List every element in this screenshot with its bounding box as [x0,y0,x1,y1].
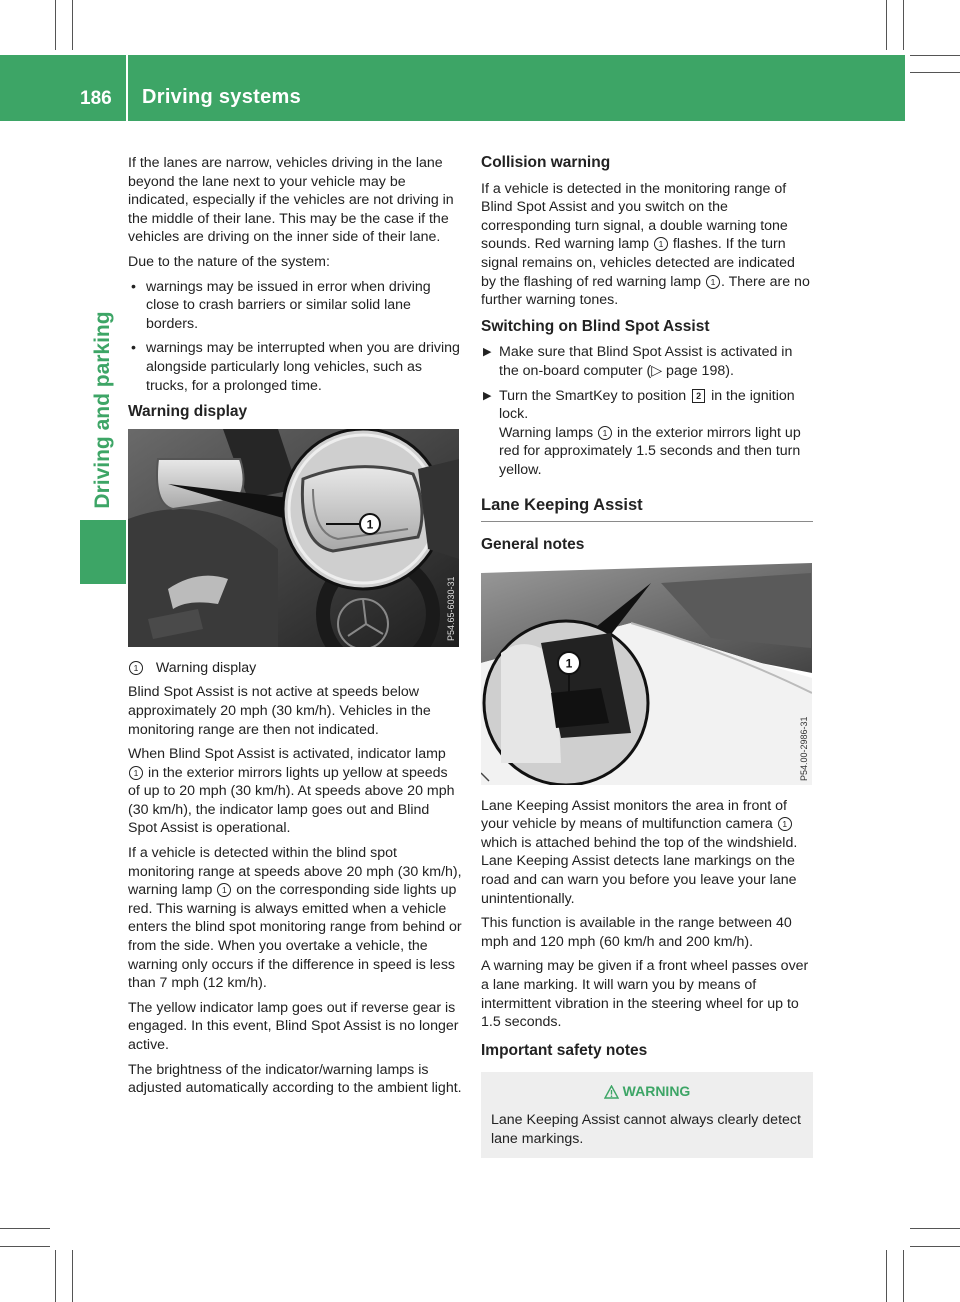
section-heading: Warning display [128,403,248,421]
paragraph: When Blind Spot Assist is activated, indicator lamp 1 in the exterior mirrors lights up yellow at speeds of up to 20 mph (30 km/h). At speeds above 20 mph (30 km/h), the indicator lamp goes out and Blind Spot Assist is operational. [128,746,455,837]
crop-mark [0,1246,50,1247]
paragraph: Lane Keeping Assist monitors the area in front of your vehicle by means of multifunction camera 1 which is attached behind the top of the windshield. Lane Keeping Assist detects lane markings on the road and can warn you before you leave your lane unintentionally. [481,797,798,907]
crop-mark [0,1228,50,1229]
section-tab [80,300,126,520]
figure-callout-1: 1 [565,656,573,671]
crop-mark [886,0,887,50]
callout-number: 1 [129,766,143,780]
section-heading: Switching on Blind Spot Assist [481,317,710,335]
page-number: 186 [80,88,112,109]
position-number: 2 [692,389,705,403]
page-title: Driving systems [142,86,302,108]
figure-caption [128,659,462,678]
list-item: • warnings may be interrupted when you are driving alongside particularly long vehicles, such as trucks, for a prolonged time. [131,340,460,394]
crop-mark [55,1250,56,1302]
figure-code: P54.00-2986-31 [799,716,809,781]
windshield-illustration [481,563,812,785]
warning-box [481,1072,813,1158]
left-column [128,154,462,1104]
caption-text: Warning display [155,659,257,676]
paragraph: If the lanes are narrow, vehicles driving in the lane beyond the lane next to your vehicle may be indicated, especially if the vehicles are not driving in the middle of their lane. This may be the case if the vehicles are driving on the inner side of their lane. [128,155,454,246]
paragraph: Blind Spot Assist is not active at speeds below approximately 20 mph (30 km/h). Vehicles in the monitoring range are then not indicated. [128,684,431,738]
list-item-text: warnings may be issued in error when driving close to crash barriers or similar solid lane borders. [146,278,431,332]
right-column [481,146,813,1158]
section-tab-label: Driving and parking [91,311,114,509]
crop-mark [910,1246,960,1247]
crop-mark [910,1228,960,1229]
subsection-heading: General notes [481,536,585,554]
paragraph: The yellow indicator lamp goes out if reverse gear is engaged. In this event, Blind Spot Assist is no longer active. [128,999,459,1053]
arrow-right-icon: ▶ [483,346,492,359]
figure-callout-1: 1 [366,517,374,532]
instruction-step [481,343,813,380]
lane-keeping-figure [481,563,812,785]
warning-header [491,1082,803,1101]
paragraph: Due to the nature of the system: [128,253,330,270]
section-heading: Collision warning [481,154,611,171]
crop-mark [72,1250,73,1302]
list-item: • warnings may be issued in error when driving close to crash barriers or similar solid lane borders. [131,278,431,332]
crop-mark [72,0,73,50]
mirror-illustration [128,429,459,647]
crop-mark [886,1250,887,1302]
section-heading-major: Lane Keeping Assist [481,496,813,523]
warning-text: Lane Keeping Assist cannot always clearly detect lane markings. [491,1112,801,1147]
paragraph: If a vehicle is detected in the monitoring range of Blind Spot Assist and you switch on the corresponding turn signal, a double warning tone sounds. Red warning lamp 1 flashes. If the turn signal remains on, vehicles detected are indicated by the flashing of red warning lamp 1 . There are no further warning tones. [481,180,810,309]
crop-mark [55,0,56,50]
section-heading: Important safety notes [481,1041,648,1059]
section-tab-block [80,520,126,584]
header-divider [126,55,128,121]
callout-number: 1 [598,426,612,440]
paragraph: If a vehicle is detected within the blind spot monitoring range at speeds above 20 mph (30 km/h), warning lamp 1 on the corresponding side lights up red. This warning is always emitted when a vehicle enters the blind spot monitoring range from behind or from the side. When you overtake a vehicle, the warning only occurs if the difference in speed is less than 7 mph (12 km/h). [128,845,462,992]
warning-triangle-icon [604,1085,619,1099]
arrow-right-icon: ▶ [483,389,492,402]
paragraph: This function is available in the range between 40 mph and 120 mph (60 km/h and 200 km/h). [481,915,792,950]
list-item-text: warnings may be interrupted when you are driving alongside particularly long vehicles, such as trucks, for a prolonged time. [146,340,460,394]
callout-number: 1 [129,661,143,675]
instruction-step: ▶ Turn the SmartKey to position 2 in the ignition lock. Warning lamps 1 in the exterior mirrors light up red for approximately 1.5 seconds and then turn yellow. [483,387,801,478]
callout-number: 1 [706,275,720,289]
crop-mark [903,0,904,50]
crop-mark [910,72,960,73]
paragraph: The brightness of the indicator/warning lamps is adjusted automatically according to the ambient light. [128,1061,462,1097]
callout-number: 1 [778,817,792,831]
crop-mark [903,1250,904,1302]
header-band [0,55,905,121]
step-text: Make sure that Blind Spot Assist is activated in the on-board computer (▷ page 198). [499,344,793,379]
figure-code: P54.65-6030-31 [446,576,456,641]
callout-number: 1 [217,883,231,897]
warning-display-figure [128,429,459,647]
paragraph: A warning may be given if a front wheel passes over a lane marking. It will warn you by means of intermittent vibration in the steering wheel for up to 1.5 seconds. [481,958,809,1031]
warning-label: WARNING [622,1083,691,1100]
crop-mark [910,55,960,56]
callout-number: 1 [654,237,668,251]
